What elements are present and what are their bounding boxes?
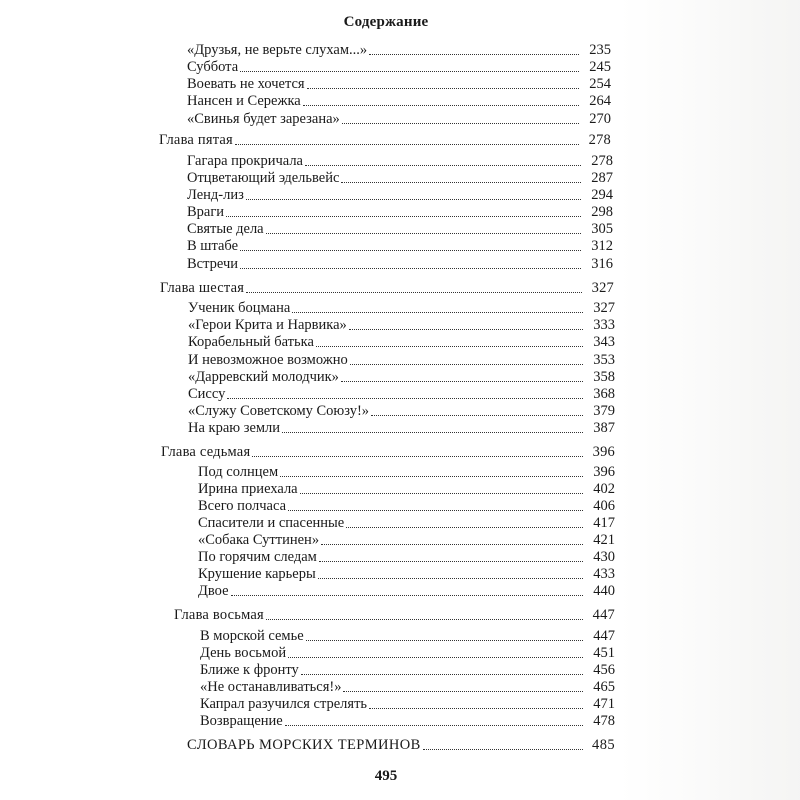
toc-entry (188, 352, 615, 369)
toc-leader (226, 216, 581, 217)
toc-entry-page: 440 (593, 583, 615, 599)
toc-leader (346, 527, 583, 528)
toc-entry (200, 713, 615, 730)
toc-entry-page: 406 (593, 498, 615, 514)
toc-entry-title: Двое (198, 583, 229, 599)
toc-leader (303, 105, 579, 106)
toc-entry-page: 387 (593, 420, 615, 436)
toc-entry-title: Гагара прокричала (187, 153, 303, 169)
toc-entry-title: «Герои Крита и Нарвика» (188, 317, 347, 333)
toc-chapter (161, 444, 615, 461)
toc-entry (187, 59, 611, 76)
toc-leader (266, 233, 581, 234)
toc-entry-page: 254 (589, 76, 611, 92)
toc-entry-title: Отцветающий эдельвейс (187, 170, 340, 186)
toc-leader (316, 346, 583, 347)
toc-entry-page: 430 (593, 549, 615, 565)
toc-chapter (160, 280, 614, 297)
toc-entry-title: «Не останавливаться!» (200, 679, 342, 695)
toc-entry (198, 532, 615, 549)
toc-leader (240, 250, 581, 251)
toc-entry (188, 300, 615, 317)
toc-entry (200, 645, 615, 662)
toc-entry-page: 294 (591, 187, 613, 203)
toc-entry (188, 403, 615, 420)
toc-entry-title: По горячим следам (198, 549, 317, 565)
toc-leader (321, 544, 583, 545)
toc-entry (198, 566, 615, 583)
toc-entry (188, 369, 615, 386)
toc-entry (200, 679, 615, 696)
toc-entry (188, 420, 615, 437)
toc-entry-title: «Служу Советскому Союзу!» (188, 403, 370, 419)
toc-entry (198, 515, 615, 532)
toc-entry (187, 256, 613, 273)
toc-entry (187, 238, 613, 255)
toc-entry (187, 187, 613, 204)
toc-entry-page: 235 (589, 42, 611, 58)
toc-leader (280, 476, 583, 477)
toc-leader (369, 54, 579, 55)
toc-chapter-title: Глава седьмая (161, 444, 251, 460)
toc-leader (288, 510, 583, 511)
toc-leader (369, 708, 583, 709)
toc-entry-page: 447 (593, 628, 615, 644)
toc-entry-page: 379 (593, 403, 615, 419)
toc-glossary (187, 737, 615, 754)
toc-leader (246, 292, 582, 293)
toc-entry-title: Крушение карьеры (198, 566, 316, 582)
toc-entry-title: «Собака Суттинен» (198, 532, 320, 548)
toc-entry-title: Всего полчаса (198, 498, 287, 514)
toc-entry-page: 402 (593, 481, 615, 497)
toc-entry-page: 278 (591, 153, 613, 169)
toc-entry-title: Суббота (187, 59, 239, 75)
toc-entry (200, 662, 615, 679)
toc-leader (371, 415, 583, 416)
toc-entry (198, 549, 615, 566)
toc-chapter (159, 132, 611, 149)
toc-entry-page: 343 (593, 334, 615, 350)
toc-chapter-page: 396 (592, 444, 615, 460)
toc-entry-page: 433 (593, 566, 615, 582)
toc-entry (188, 334, 615, 351)
toc-entry-page: 287 (591, 170, 613, 186)
toc-entry (187, 76, 611, 93)
page-title: Содержание (343, 14, 429, 30)
toc-leader (292, 312, 583, 313)
toc-entry-title: Ближе к фронту (200, 662, 299, 678)
toc-entry-page: 353 (593, 352, 615, 368)
page-edge-shading (620, 0, 800, 800)
toc-entry (187, 221, 613, 238)
toc-leader (282, 432, 583, 433)
toc-entry-page: 312 (591, 238, 613, 254)
toc-entry-title: И невозможное возможно (188, 352, 348, 368)
toc-entry-title: Ирина приехала (198, 481, 298, 497)
toc-leader (349, 329, 583, 330)
toc-entry-page: 456 (593, 662, 615, 678)
toc-entry-title: Сиссу (188, 386, 226, 402)
toc-glossary-page: 485 (592, 737, 615, 753)
toc-leader (307, 88, 579, 89)
toc-entry-title: «Свинья будет зарезана» (187, 111, 340, 127)
toc-entry (187, 204, 613, 221)
toc-leader (341, 381, 583, 382)
toc-entry-page: 327 (593, 300, 615, 316)
toc-entry (187, 111, 611, 128)
toc-entry (200, 628, 615, 645)
toc-chapter (174, 607, 615, 624)
toc-chapter-title: Глава пятая (159, 132, 233, 148)
toc-entry-title: Нансен и Сережка (187, 93, 301, 109)
toc-leader (350, 364, 583, 365)
toc-leader (301, 674, 583, 675)
toc-entry-title: На краю земли (188, 420, 281, 436)
toc-entry-page: 316 (591, 256, 613, 272)
toc-entry-page: 264 (589, 93, 611, 109)
toc-leader (341, 182, 581, 183)
toc-entry (188, 317, 615, 334)
toc-leader (342, 123, 579, 124)
toc-entry-page: 396 (593, 464, 615, 480)
toc-leader (306, 640, 583, 641)
toc-entry-page: 417 (593, 515, 615, 531)
toc-entry-page: 478 (593, 713, 615, 729)
toc-entry-title: В штабе (187, 238, 239, 254)
toc-entry-title: Ученик боцмана (188, 300, 291, 316)
toc-entry (198, 498, 615, 515)
toc-chapter-page: 447 (592, 607, 615, 623)
toc-entry-page: 245 (589, 59, 611, 75)
toc-entry-page: 368 (593, 386, 615, 402)
toc-entry (198, 583, 615, 600)
toc-entry-title: В морской семье (200, 628, 304, 644)
toc-leader (252, 456, 583, 457)
toc-entry (187, 170, 613, 187)
toc-leader (319, 561, 583, 562)
toc-entry-page: 333 (593, 317, 615, 333)
toc-entry-title: День восьмой (200, 645, 287, 661)
toc-entry (198, 464, 615, 481)
toc-entry (188, 386, 615, 403)
toc-leader (227, 398, 583, 399)
toc-entry-page: 298 (591, 204, 613, 220)
page-number: 495 (374, 768, 398, 784)
toc-entry-page: 305 (591, 221, 613, 237)
toc-entry-title: Воевать не хочется (187, 76, 305, 92)
toc-entry-title: Возвращение (200, 713, 283, 729)
toc-entry-page: 270 (589, 111, 611, 127)
toc-glossary-title: СЛОВАРЬ МОРСКИХ ТЕРМИНОВ (187, 737, 421, 753)
toc-chapter-page: 278 (588, 132, 611, 148)
toc-entry-title: «Дарревский молодчик» (188, 369, 339, 385)
toc-chapter-page: 327 (591, 280, 614, 296)
toc-entry (187, 93, 611, 110)
toc-entry (198, 481, 615, 498)
toc-entry (187, 153, 613, 170)
toc-entry-title: Встречи (187, 256, 238, 272)
toc-leader (423, 749, 583, 750)
toc-leader (240, 71, 579, 72)
toc-leader (246, 199, 581, 200)
toc-entry-page: 451 (593, 645, 615, 661)
toc-leader (305, 165, 581, 166)
toc-entry-title: Ленд-лиз (187, 187, 244, 203)
toc-entry-page: 471 (593, 696, 615, 712)
toc-entry-title: Враги (187, 204, 225, 220)
toc-leader (343, 691, 583, 692)
toc-entry-title: Святые дела (187, 221, 264, 237)
toc-chapter-title: Глава шестая (160, 280, 245, 296)
toc-leader (300, 493, 583, 494)
toc-entry-title: Капрал разучился стрелять (200, 696, 368, 712)
toc-entry-page: 465 (593, 679, 615, 695)
toc-leader (288, 657, 583, 658)
toc-entry-title: Под солнцем (198, 464, 279, 480)
toc-leader (235, 144, 579, 145)
toc-entry (200, 696, 615, 713)
toc-entry-title: «Друзья, не верьте слухам...» (187, 42, 368, 58)
toc-leader (318, 578, 583, 579)
toc-entry-title: Корабельный батька (188, 334, 314, 350)
toc-leader (240, 268, 581, 269)
toc-entry-page: 358 (593, 369, 615, 385)
toc-leader (285, 725, 583, 726)
toc-chapter-title: Глава восьмая (174, 607, 264, 623)
toc-leader (231, 595, 583, 596)
toc-entry (187, 42, 611, 59)
toc-entry-title: Спасители и спасенные (198, 515, 345, 531)
toc-leader (266, 619, 583, 620)
toc-entry-page: 421 (593, 532, 615, 548)
